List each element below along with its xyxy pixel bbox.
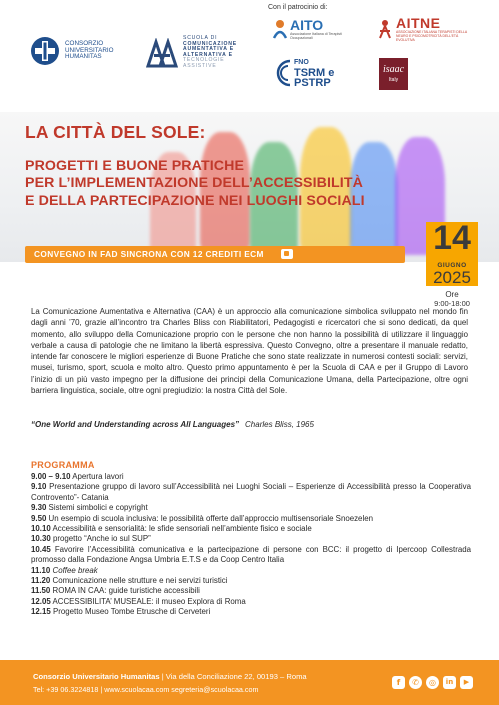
programma-item-time: 9.50 [31,513,47,523]
programma-item [31,586,471,596]
consorzio-emblem-icon [30,36,60,66]
isaac-name: isaac [382,64,405,75]
programma-item-text: Coffee break [50,565,98,575]
programma-item-time: 12.15 [31,607,51,617]
event-subtitle-line-3: E DELLA PARTECIPAZIONE NEI LUOGHI SOCIALI [25,192,365,209]
fno-logo [272,58,334,88]
scuola-line-1: SCUOLA DI [183,35,218,41]
instagram-icon[interactable]: ◎ [426,676,439,689]
event-subtitle-line-1: PROGETTI E BUONE PRATICHE [25,158,245,174]
aitne-emblem-icon [377,18,393,40]
programma-item-text: Apertura lavori [70,472,124,481]
patrocinio-label: Con il patrocinio di: [268,4,328,11]
programma-item-time: 10.10 [31,524,51,534]
programma-list [31,472,471,618]
consorzio-line-3: HUMANITAS [65,53,102,61]
programma-item-time: 9.30 [31,503,47,513]
consorzio-line-2: UNIVERSITARIO [65,46,114,54]
programma-title: PROGRAMMA [31,460,95,470]
aito-emblem-icon [272,18,288,40]
aito-name: AITO [290,17,324,33]
fno-emblem-icon [272,58,292,88]
youtube-icon[interactable]: ▶ [460,676,473,689]
footer-address [33,672,307,681]
whatsapp-icon[interactable]: ✆ [409,676,422,689]
scuola-line-3: AUMENTATIVA E [183,46,234,53]
consorzio-logo [30,36,114,66]
intro-paragraph: La Comunicazione Aumentativa e Alternativa (CAA) è un approccio alla comunicazione simbolica sviluppato nel mondo fin dagli anni ’70, grazie all’incontro tra Charles Bliss con Riabilitatori, Pedagogisti e ricercatori che si sono dedicati, da quel momento, allo sviluppo della Comunicazione proprio con le persone che non hanno la possibilità di utilizzare il linguaggio verbale a causa di patologie che ne limitano la libertà espressiva. Questo Convegno, oltre a presentare il manuale redatto, intende far conoscere le migliori esperienze di Buone Pratiche che sono state realizzate in numerosi contesti sociali: servizi, musei, turismo, sport, scuola e molto altro. Questo primo appuntamento è per la Scuola di CAA e per il Gruppo di Lavoro l’inizio di un più vasto impegno per la diffusione dei principi della Comunicazione Umana, della Partecipazione, oltre ogni barriera linguistica, sociale, oltre ogni pregiudizio: la nostra Città del Sole. [31,307,468,396]
time-label: Ore [445,290,459,299]
isaac-logo [379,58,408,90]
event-strip-text: CONVEGNO IN FAD SINCRONA CON 12 CREDITI ECM [34,249,264,259]
programma-item-text: Comunicazione nelle strutture e nei servizi turistici [50,576,228,586]
facebook-icon[interactable]: f [392,676,405,689]
scuola-line-5: TECNOLOGIE [183,57,225,64]
aitne-logo [377,16,474,43]
event-subtitle [25,158,365,210]
scuola-caa-emblem-icon [146,38,178,68]
programma-item [31,482,471,503]
aitne-name: AITNE [396,15,441,31]
event-title: LA CITTÀ DEL SOLE: [25,122,206,142]
fno-line-1: FNO [294,59,309,66]
scuola-line-4: ALTERNATIVA E [183,51,233,58]
date-year: 2025 [433,268,471,287]
time-range: 9:00-18:00 [434,299,470,308]
programma-item [31,566,471,576]
linkedin-icon[interactable]: in [443,676,456,689]
aito-logo [272,18,350,40]
consorzio-line-1: CONSORZIO [65,39,104,47]
programma-item [31,545,471,566]
programma-item [31,514,471,524]
programma-item-text: ACCESSIBILITA’ MUSEALE: il museo Explora di Roma [50,596,246,606]
programma-item-text: Progetto Museo Tombe Etrusche di Cerveteri [50,607,211,617]
quote-text: “One World and Understanding across All Languages” [31,420,240,429]
footer-org: Consorzio Universitario Humanitas [33,672,160,681]
programma-item [31,472,471,482]
footer-contacts[interactable]: Tel: +39 06.3224818 | www.scuolacaa.com segreteria@scuolacaa.com [33,685,259,694]
programma-item-time: 10.30 [31,534,51,544]
programma-item-time: 9.00 – 9.10 [31,472,71,481]
isaac-subtitle: Italy [388,77,399,83]
programma-item [31,607,471,617]
event-subtitle-line-2: PER L’IMPLEMENTAZIONE DELL’ACCESSIBILITÀ [25,175,363,192]
scuola-caa-logo [146,36,237,70]
programma-item [31,576,471,586]
fno-line-2: TSRM e [294,67,335,79]
quote [31,420,314,429]
programma-item-time: 11.10 [31,565,51,575]
programma-item-text: Accessibilità e sensorialità: le sfide sensoriali nell’ambiente fisico e sociale [50,524,312,534]
quote-author: Charles Bliss, 1965 [245,420,314,429]
programma-item-text: progetto “Anche io sul SUP” [50,534,151,544]
fno-line-3: PSTRP [294,77,331,89]
programma-item-time: 9.10 [31,482,47,492]
footer-bar [0,660,499,705]
programma-item [31,503,471,513]
programma-item-text: Presentazione gruppo di lavoro sull’Accessibilità nei Luoghi Sociali – Esperienze di Accessibilità presso la Cooperativa Controvento”- Catania [31,482,471,502]
programma-item [31,524,471,534]
aito-subtitle: Associazione Italiana di Terapisti Occupazionali [290,32,342,41]
programma-item-time: 11.20 [31,576,51,586]
scuola-line-6: ASSISTIVE [183,62,217,69]
footer-street: | Via della Conciliazione 22, 00193 – Roma [159,672,307,681]
date-day: 14 [433,219,471,257]
video-camera-icon [281,249,293,259]
scuola-line-2: COMUNICAZIONE [183,40,237,47]
programma-item-time: 11.50 [31,586,51,596]
programma-item-text: Sistemi simbolici e copyright [46,503,148,513]
programma-item-text: Favorire l’Accessibilità comunicativa e la partecipazione di persone con BCC: il progetto di Ipercoop Collestrada promosso dalla Fondazione Angsa Umbria E.T.S e da Coop Centro Italia [31,544,471,565]
programma-item-time: 10.45 [31,544,51,554]
programma-item-text: ROMA IN CAA: guide turistiche accessibili [50,586,200,596]
aitne-subtitle: ASSOCIAZIONE ITALIANA TERAPISTI DELLA NEURO E PSICOMOTRICITÀ DELL'ETÀ EVOLUTIVA [396,30,467,43]
date-month: GIUGNO [437,262,467,269]
programma-item-time: 12.05 [31,596,51,606]
programma-item [31,597,471,607]
programma-item [31,534,471,544]
programma-item-text: Un esempio di scuola inclusiva: le possibilità offerte dall’approccio multisensoriale Snoezelen [46,513,373,523]
